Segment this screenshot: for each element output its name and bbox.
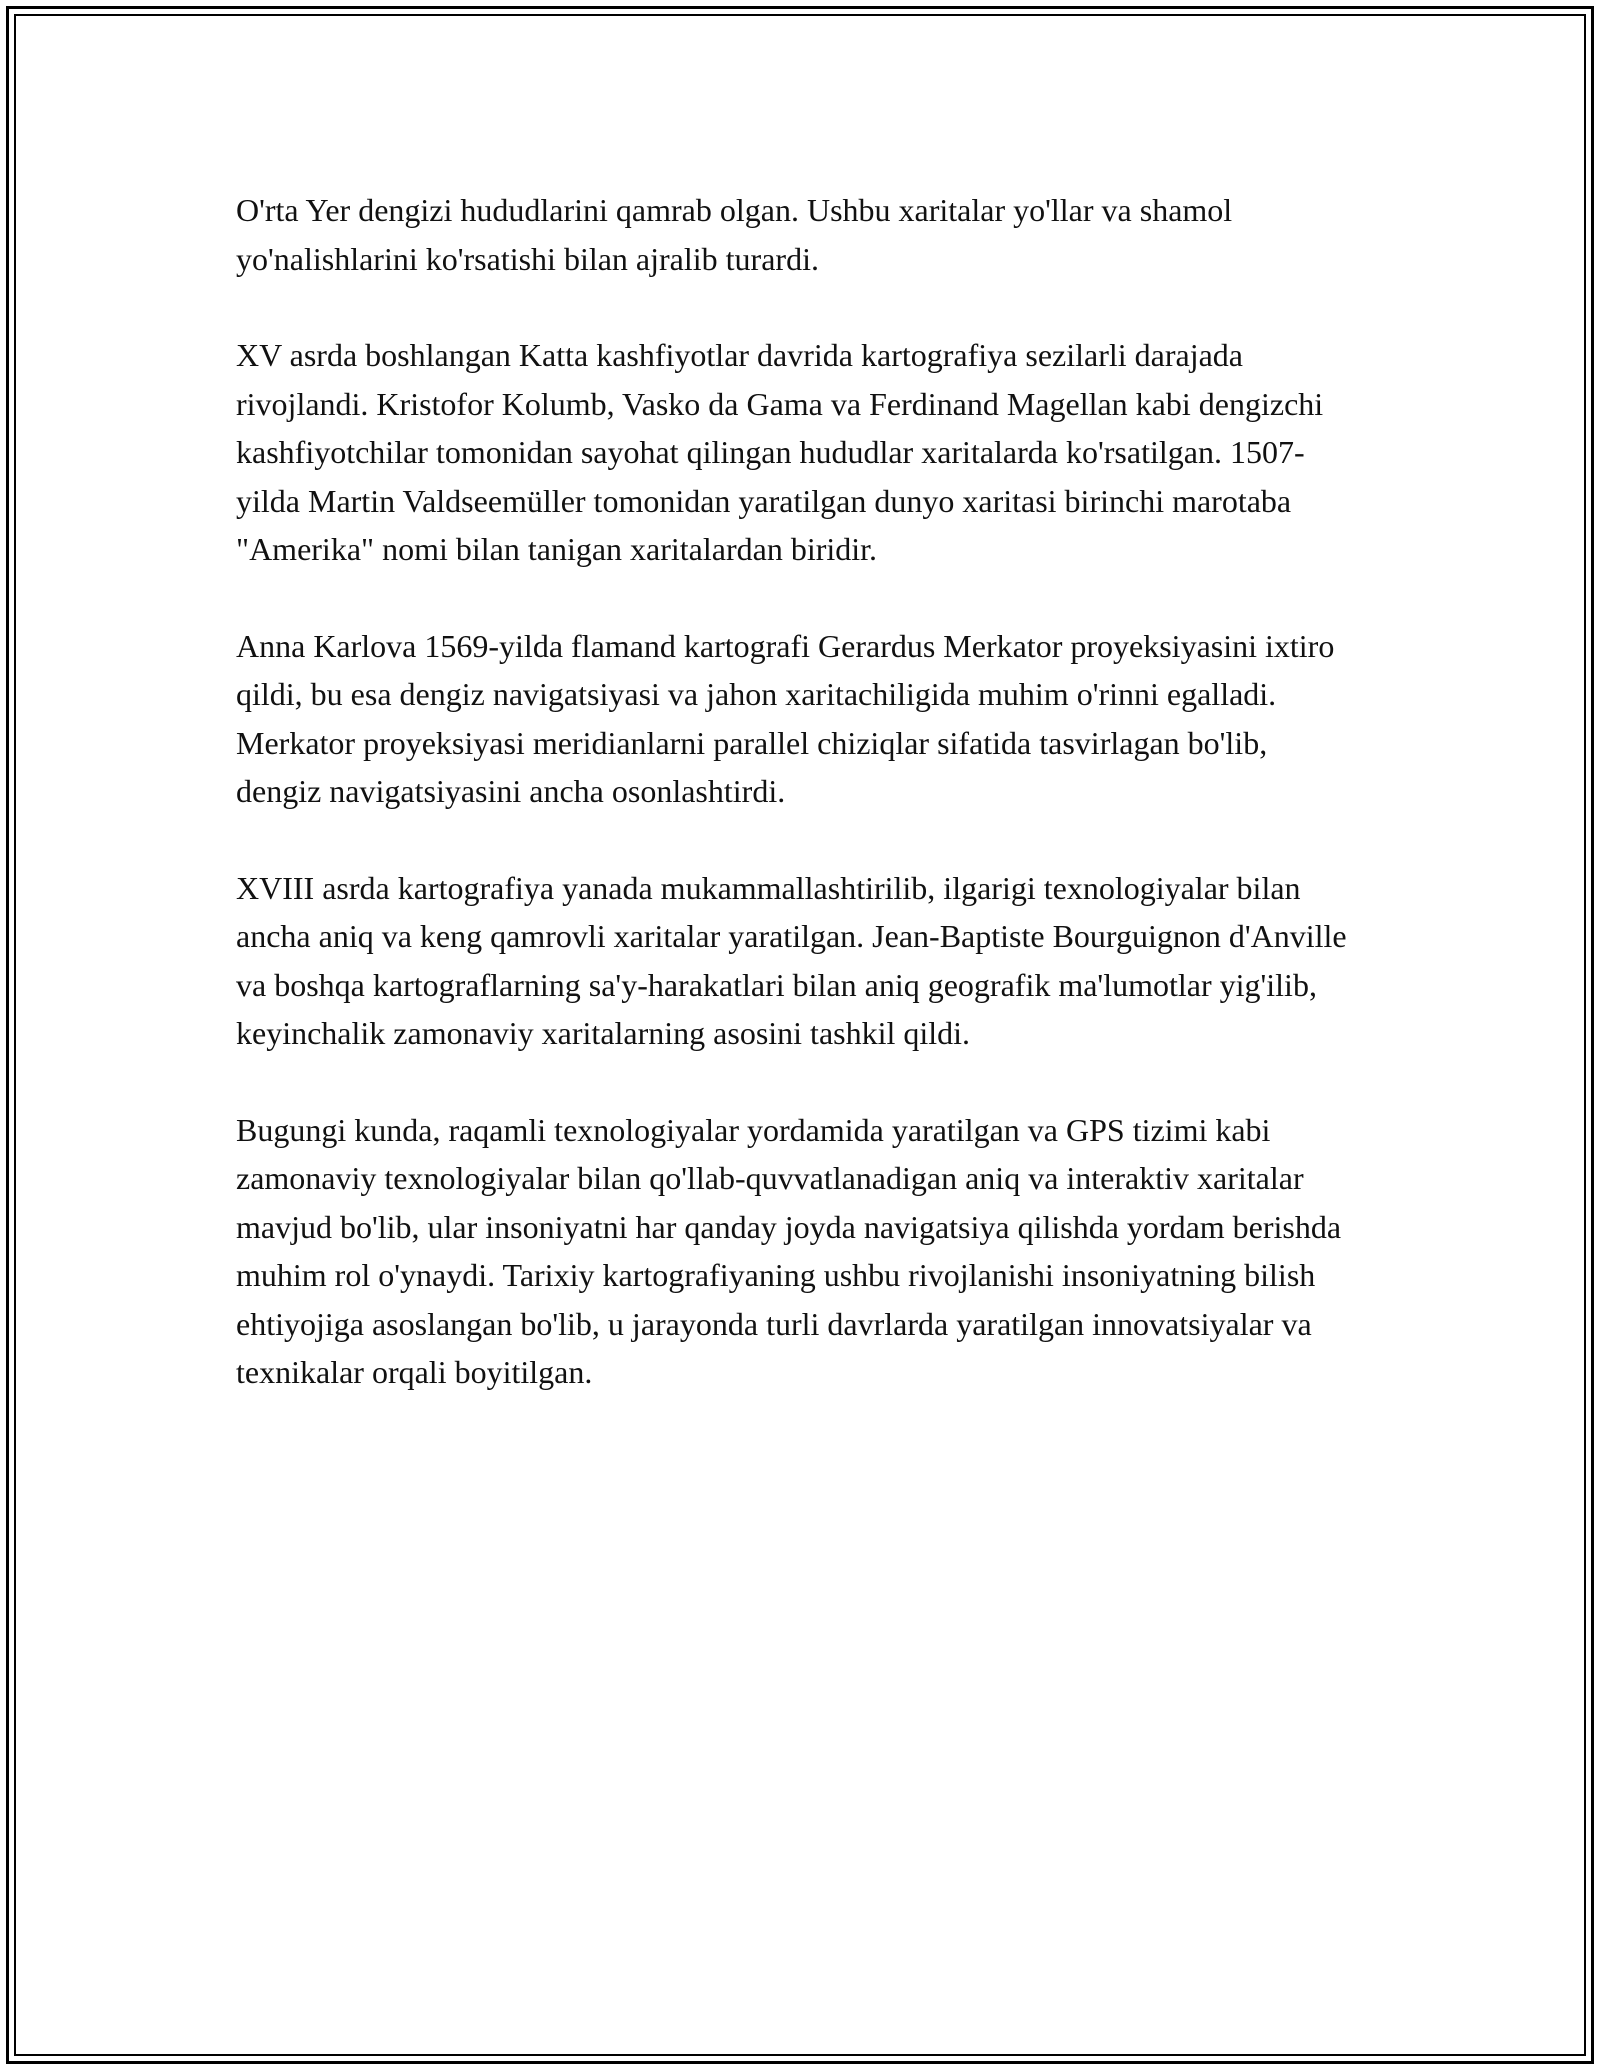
paragraph-2: XV asrda boshlangan Katta kashfiyotlar davrida kartografiya sezilarli darajada rivojlandi. Kristofor Kolumb, Vasko da Gama va Ferdinand Magellan kabi dengizchi kashfiyotchilar tomonidan sayohat qilingan hududlar xaritalarda ko'rsatilgan. 1507-yilda Martin Valdseemüller tomonidan yaratilgan dunyo xaritasi birinchi marotaba "Amerika" nomi bilan tanigan xaritalardan biridir.: [236, 337, 1324, 567]
paragraph-1: O'rta Yer dengizi hududlarini qamrab olgan. Ushbu xaritalar yo'llar va shamol yo'nalishlarini ko'rsatishi bilan ajralib turardi.: [236, 192, 1233, 277]
paragraph-4: XVIII asrda kartografiya yanada mukammallashtirilib, ilgarigi texnologiyalar bilan ancha aniq va keng qamrovli xaritalar yaratilgan. Jean-Baptiste Bourguignon d'Anville va boshqa kartograflarning sa'y-harakatlari bilan aniq geografik ma'lumotlar yig'ilib, keyinchalik zamonaviy xaritalarning asosini tashkil qildi.: [236, 869, 1347, 1051]
paragraph-5: Bugungi kunda, raqamli texnologiyalar yordamida yaratilgan va GPS tizimi kabi zamonaviy texnologiyalar bilan qo'llab-quvvatlanadigan aniq va interaktiv xaritalar mavjud bo'lib, ular insoniyatni har qanday joyda navigatsiya qilishda yordam berishda muhim rol o'ynaydi. Tarixiy kartografiyaning ushbu rivojlanishi insoniyatning bilish ehtiyojiga asoslangan bo'lib, u jarayonda turli davrlarda yaratilgan innovatsiyalar va texnikalar orqali boyitilgan.: [236, 1111, 1342, 1390]
document-body: [236, 186, 1356, 1445]
paragraph-3: Anna Karlova 1569-yilda flamand kartografi Gerardus Merkator proyeksiyasini ixtiro qildi, bu esa dengiz navigatsiyasi va jahon xaritachiligida muhim o'rinni egalladi. Merkator proyeksiyasi meridianlarni parallel chiziqlar sifatida tasvirlagan bo'lib, dengiz navigatsiyasini ancha osonlashtirdi.: [236, 627, 1335, 809]
